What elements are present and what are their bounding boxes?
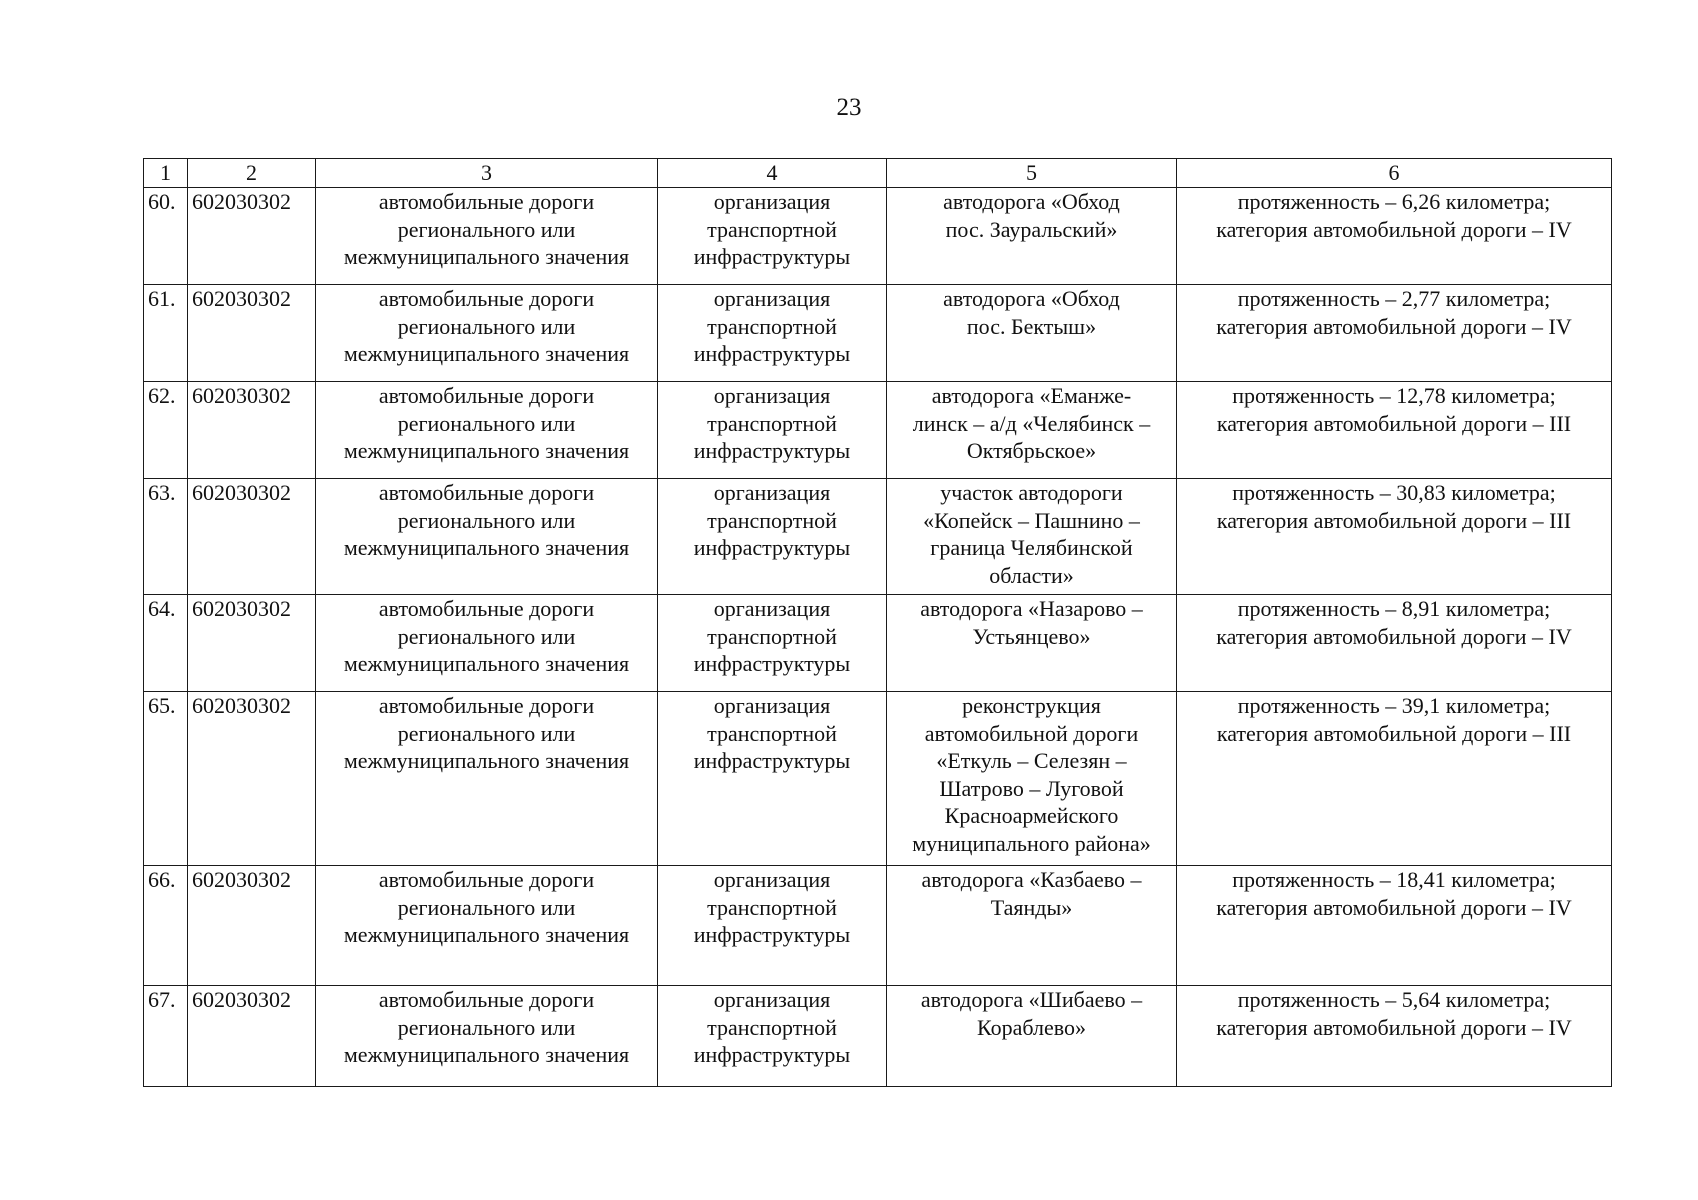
object-name: автодорога «Еманже- линск – а/д «Челябинск – Октябрьское»: [887, 382, 1177, 479]
object-purpose: организация транспортной инфраструктуры: [658, 479, 887, 595]
object-type: автомобильные дороги регионального или межмуниципального значения: [316, 479, 658, 595]
object-name: автодорога «Казбаево – Таянды»: [887, 866, 1177, 986]
column-header: 4: [658, 159, 887, 188]
object-purpose: организация транспортной инфраструктуры: [658, 188, 887, 285]
row-number: 64.: [144, 595, 188, 692]
table-row: [144, 382, 1612, 479]
object-code: 602030302: [188, 188, 316, 285]
column-header: 2: [188, 159, 316, 188]
object-type: автомобильные дороги регионального или межмуниципального значения: [316, 692, 658, 866]
object-name: автодорога «Обход пос. Бектыш»: [887, 285, 1177, 382]
object-code: 602030302: [188, 692, 316, 866]
object-characteristics: протяженность – 12,78 километра; категория автомобильной дороги – III: [1177, 382, 1612, 479]
column-header: 3: [316, 159, 658, 188]
table-row: [144, 285, 1612, 382]
table-row: [144, 188, 1612, 285]
object-code: 602030302: [188, 986, 316, 1087]
object-purpose: организация транспортной инфраструктуры: [658, 595, 887, 692]
page-number: 23: [836, 94, 862, 121]
registry-table: [143, 158, 1612, 1087]
object-code: 602030302: [188, 479, 316, 595]
table-row: [144, 986, 1612, 1087]
object-characteristics: протяженность – 6,26 километра; категория автомобильной дороги – IV: [1177, 188, 1612, 285]
object-type: автомобильные дороги регионального или межмуниципального значения: [316, 866, 658, 986]
object-name: автодорога «Обход пос. Зауральский»: [887, 188, 1177, 285]
object-characteristics: протяженность – 18,41 километра; категория автомобильной дороги – IV: [1177, 866, 1612, 986]
object-purpose: организация транспортной инфраструктуры: [658, 986, 887, 1087]
object-purpose: организация транспортной инфраструктуры: [658, 692, 887, 866]
object-characteristics: протяженность – 30,83 километра; категория автомобильной дороги – III: [1177, 479, 1612, 595]
row-number: 62.: [144, 382, 188, 479]
object-code: 602030302: [188, 382, 316, 479]
object-type: автомобильные дороги регионального или межмуниципального значения: [316, 595, 658, 692]
object-characteristics: протяженность – 39,1 километра; категория автомобильной дороги – III: [1177, 692, 1612, 866]
object-purpose: организация транспортной инфраструктуры: [658, 866, 887, 986]
row-number: 61.: [144, 285, 188, 382]
table-row: [144, 595, 1612, 692]
object-code: 602030302: [188, 595, 316, 692]
column-header: 1: [144, 159, 188, 188]
object-code: 602030302: [188, 285, 316, 382]
column-header: 5: [887, 159, 1177, 188]
object-purpose: организация транспортной инфраструктуры: [658, 382, 887, 479]
object-characteristics: протяженность – 8,91 километра; категория автомобильной дороги – IV: [1177, 595, 1612, 692]
row-number: 63.: [144, 479, 188, 595]
object-name: автодорога «Шибаево – Кораблево»: [887, 986, 1177, 1087]
table-row: [144, 866, 1612, 986]
object-name: реконструкция автомобильной дороги «Еткуль – Селезян – Шатрово – Луговой Красноармейского муниципального района»: [887, 692, 1177, 866]
object-name: участок автодороги «Копейск – Пашнино – граница Челябинской области»: [887, 479, 1177, 595]
object-characteristics: протяженность – 5,64 километра; категория автомобильной дороги – IV: [1177, 986, 1612, 1087]
column-header: 6: [1177, 159, 1612, 188]
table-header-row: [144, 159, 1612, 188]
object-code: 602030302: [188, 866, 316, 986]
table-row: [144, 692, 1612, 866]
table-row: [144, 479, 1612, 595]
object-type: автомобильные дороги регионального или межмуниципального значения: [316, 382, 658, 479]
row-number: 65.: [144, 692, 188, 866]
object-type: автомобильные дороги регионального или межмуниципального значения: [316, 285, 658, 382]
object-name: автодорога «Назарово – Устьянцево»: [887, 595, 1177, 692]
row-number: 60.: [144, 188, 188, 285]
row-number: 66.: [144, 866, 188, 986]
object-type: автомобильные дороги регионального или межмуниципального значения: [316, 986, 658, 1087]
row-number: 67.: [144, 986, 188, 1087]
object-type: автомобильные дороги регионального или межмуниципального значения: [316, 188, 658, 285]
object-characteristics: протяженность – 2,77 километра; категория автомобильной дороги – IV: [1177, 285, 1612, 382]
object-purpose: организация транспортной инфраструктуры: [658, 285, 887, 382]
